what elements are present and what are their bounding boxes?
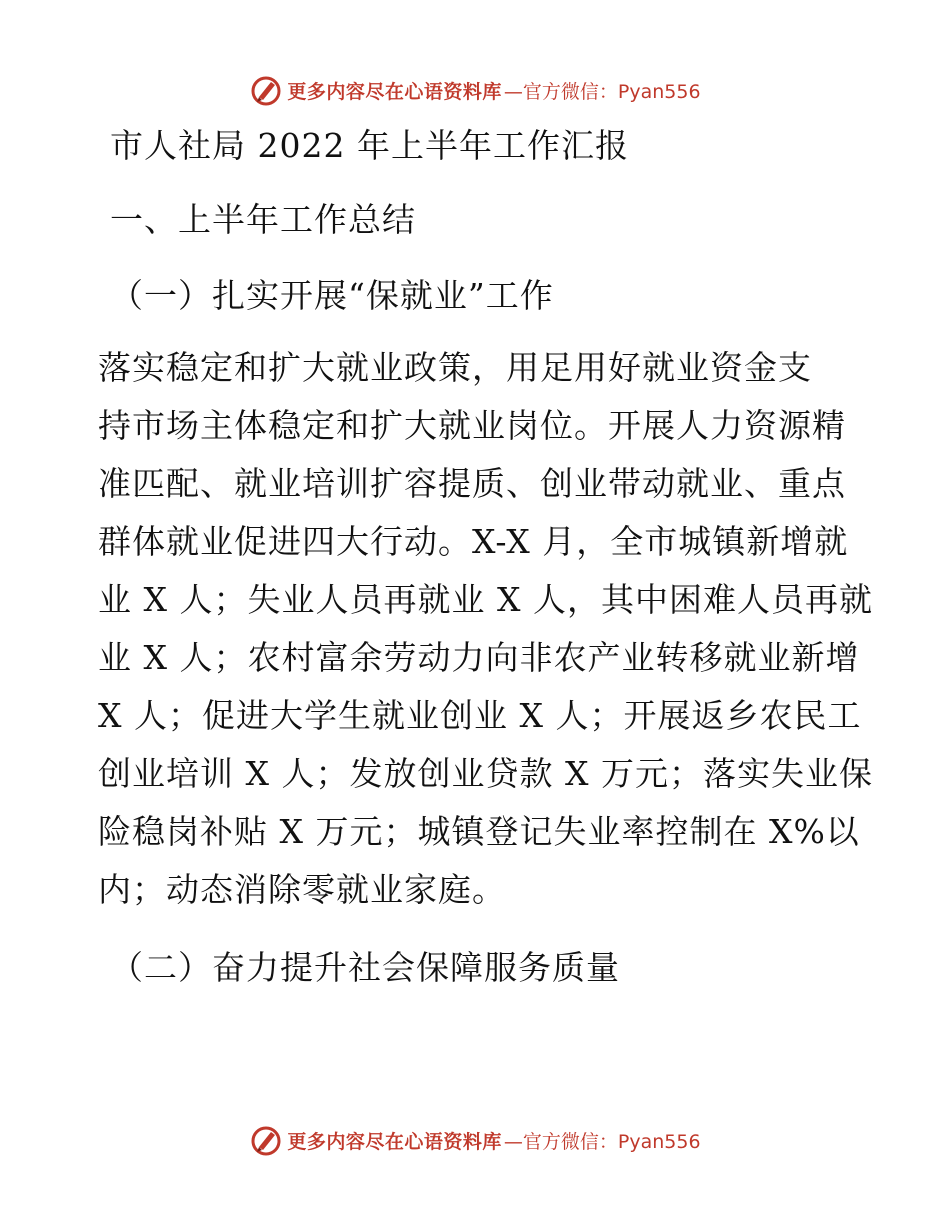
section-heading: 一、上半年工作总结 <box>110 200 416 239</box>
subsection-heading-social-security: （二）奋力提升社会保障服务质量 <box>110 948 620 987</box>
paragraph-line: 业 X 人；失业人员再就业 X 人，其中困难人员再就 <box>98 580 873 619</box>
watermark-header <box>0 70 950 110</box>
pen-circle-icon <box>249 73 283 107</box>
paragraph-line: 持市场主体稳定和扩大就业岗位。开展人力资源精 <box>98 406 846 445</box>
paragraph-line: 创业培训 X 人；发放创业贷款 X 万元；落实失业保 <box>98 754 873 793</box>
paragraph-line: 落实稳定和扩大就业政策，用足用好就业资金支 <box>98 348 812 387</box>
paragraph-line: 内；动态消除零就业家庭。 <box>98 870 506 909</box>
watermark-contact: —官方微信：Pyan556 <box>503 80 701 103</box>
watermark-contact: —官方微信：Pyan556 <box>503 1130 701 1153</box>
paragraph-line: 准匹配、就业培训扩容提质、创业带动就业、重点 <box>98 464 846 503</box>
document-title: 市人社局 2022 年上半年工作汇报 <box>110 126 629 165</box>
watermark-brand: 更多内容尽在心语资料库 <box>287 1130 502 1153</box>
paragraph-line: 群体就业促进四大行动。X-X 月，全市城镇新增就 <box>98 522 849 561</box>
paragraph-line: 业 X 人；农村富余劳动力向非农产业转移就业新增 <box>98 638 860 677</box>
paragraph-line: X 人；促进大学生就业创业 X 人；开展返乡农民工 <box>98 696 862 735</box>
watermark-brand: 更多内容尽在心语资料库 <box>287 80 502 103</box>
paragraph-line: 险稳岗补贴 X 万元；城镇登记失业率控制在 X%以 <box>98 812 860 851</box>
watermark-footer <box>0 1120 950 1160</box>
subsection-heading-employment: （一）扎实开展“保就业”工作 <box>110 276 554 315</box>
pen-circle-icon <box>249 1123 283 1157</box>
employment-paragraph <box>98 348 873 928</box>
